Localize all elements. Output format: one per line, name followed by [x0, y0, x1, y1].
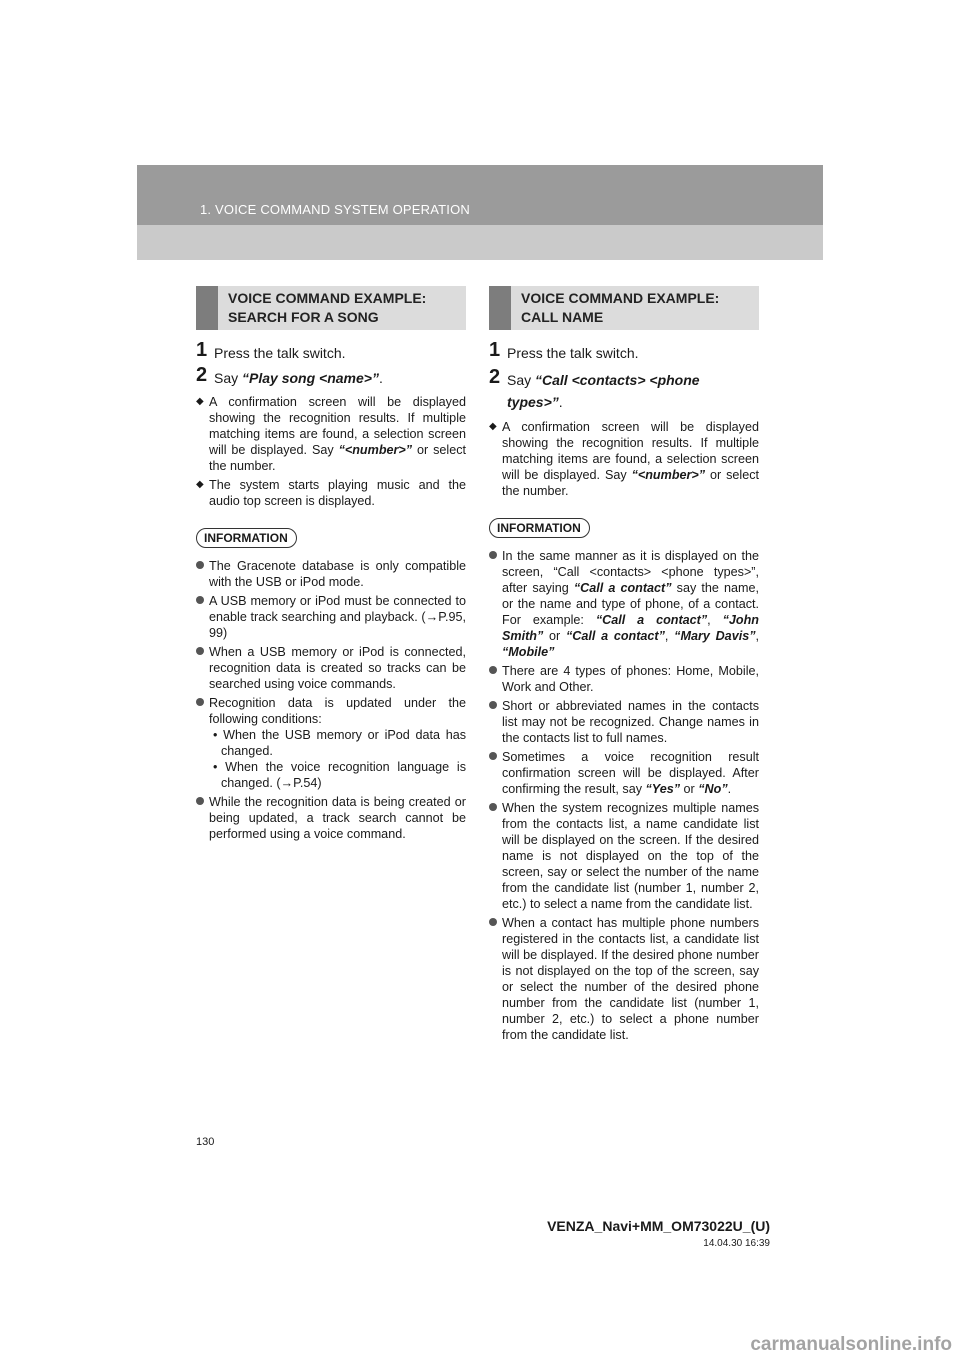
info-item: Recognition data is updated under the following conditions: • When the USB memory or iPod data has changed. • When the voice recognition language is changed. (→P.54) [196, 695, 466, 791]
document-code: VENZA_Navi+MM_OM73022U_(U) [547, 1218, 770, 1234]
bullet-dot-icon [196, 698, 204, 706]
bullet-item: ◆ The system starts playing music and the audio top screen is displayed. [196, 478, 466, 508]
left-column [196, 286, 466, 845]
bullet-dot-icon [489, 803, 497, 811]
step-1 [489, 339, 759, 363]
heading-line-1: VOICE COMMAND EXAMPLE: [521, 290, 720, 306]
step-number: 2 [489, 366, 501, 388]
heading-line-1: VOICE COMMAND EXAMPLE: [228, 290, 427, 306]
information-label: INFORMATION [196, 528, 297, 548]
bullet-dot-icon [196, 561, 204, 569]
bullet-dot-icon [489, 918, 497, 926]
heading-line-2: CALL NAME [521, 309, 604, 325]
info-item: A USB memory or iPod must be connected to enable track searching and playback. (→P.95, 99) [196, 593, 466, 641]
voice-command: “Play song <name>” [242, 370, 379, 386]
header-band-lower [137, 225, 823, 260]
step-2: 2 Say “Play song <name>”. [196, 364, 383, 386]
bullet-diamond-icon: ◆ [196, 396, 204, 407]
bullet-dot-icon [489, 752, 497, 760]
print-timestamp: 14.04.30 16:39 [703, 1238, 770, 1249]
info-item: Short or abbreviated names in the contacts list may not be recognized. Change names in the contacts list to full names. [489, 698, 759, 746]
sub-item: • When the voice recognition language is changed. (→P.54) [213, 760, 466, 790]
heading-bar [196, 286, 218, 330]
info-item: While the recognition data is being created or being updated, a track search cannot be performed using a voice command. [196, 794, 466, 842]
info-item: In the same manner as it is displayed on the screen, “Call <contacts> <phone types>”, after saying “Call a contact” say the name, or the name and type of phone, of a contact. For example: “Call a contact”, “John Smith” or “Call a contact”, “Mary Davis”, “Mobile” [489, 548, 759, 660]
watermark-text: carmanualsonline.info [750, 1334, 952, 1355]
info-item: When a contact has multiple phone numbers registered in the contacts list, a candidate list will be displayed. If the desired phone number is not displayed on the top of the screen, say or select the number of the desired phone number from the candidate list (number 1, number 2, etc.) to select a phone number from the candidate list. [489, 915, 759, 1043]
bullet-diamond-icon: ◆ [196, 479, 204, 490]
example-heading-song [196, 286, 466, 330]
sub-item: • When the USB memory or iPod data has changed. [213, 728, 466, 758]
step-1 [196, 339, 466, 363]
bullet-diamond-icon: ◆ [489, 421, 497, 432]
step-number: 1 [196, 339, 208, 361]
bullet-dot-icon [489, 666, 497, 674]
example-heading-call [489, 286, 759, 330]
voice-command: “Call <contacts> <phone types>” [507, 372, 700, 410]
step-text: Press the talk switch. [507, 345, 639, 361]
step-2: 2 Say “Call <contacts> <phone types>”. [489, 366, 700, 410]
bullet-item: ◆ A confirmation screen will be displayed showing the recognition results. If multiple matching items are found, a selection screen will be displayed. Say “<number>” or select the number. [489, 420, 759, 498]
bullet-item: ◆ A confirmation screen will be displayed showing the recognition results. If multiple matching items are found, a selection screen will be displayed. Say “<number>” or select the number. [196, 395, 466, 473]
info-item: When a USB memory or iPod is connected, recognition data is created so tracks can be searched using voice commands. [196, 644, 466, 692]
info-item: The Gracenote database is only compatible with the USB or iPod mode. [196, 558, 466, 590]
heading-bar [489, 286, 511, 330]
section-title: 1. VOICE COMMAND SYSTEM OPERATION [200, 202, 471, 217]
bullet-dot-icon [196, 797, 204, 805]
bullet-dot-icon [489, 551, 497, 559]
step-text: Press the talk switch. [214, 345, 346, 361]
heading-line-2: SEARCH FOR A SONG [228, 309, 379, 325]
step-number: 2 [196, 364, 208, 386]
bullet-dot-icon [196, 647, 204, 655]
step-number: 1 [489, 339, 501, 361]
bullet-dot-icon [196, 596, 204, 604]
bullet-dot-icon [489, 701, 497, 709]
info-item: Sometimes a voice recognition result confirmation screen will be displayed. After confirming the result, say “Yes” or “No”. [489, 749, 759, 797]
info-item: There are 4 types of phones: Home, Mobile, Work and Other. [489, 663, 759, 695]
info-item: When the system recognizes multiple names from the contacts list, a name candidate list will be displayed on the screen. If the desired name is not displayed on the top of the screen, say or select the number of the name from the candidate list (number 1, number 2, etc.) to select a name from the candidate list. [489, 800, 759, 912]
page-number: 130 [196, 1136, 215, 1148]
information-label: INFORMATION [489, 518, 590, 538]
right-column [489, 286, 759, 1046]
